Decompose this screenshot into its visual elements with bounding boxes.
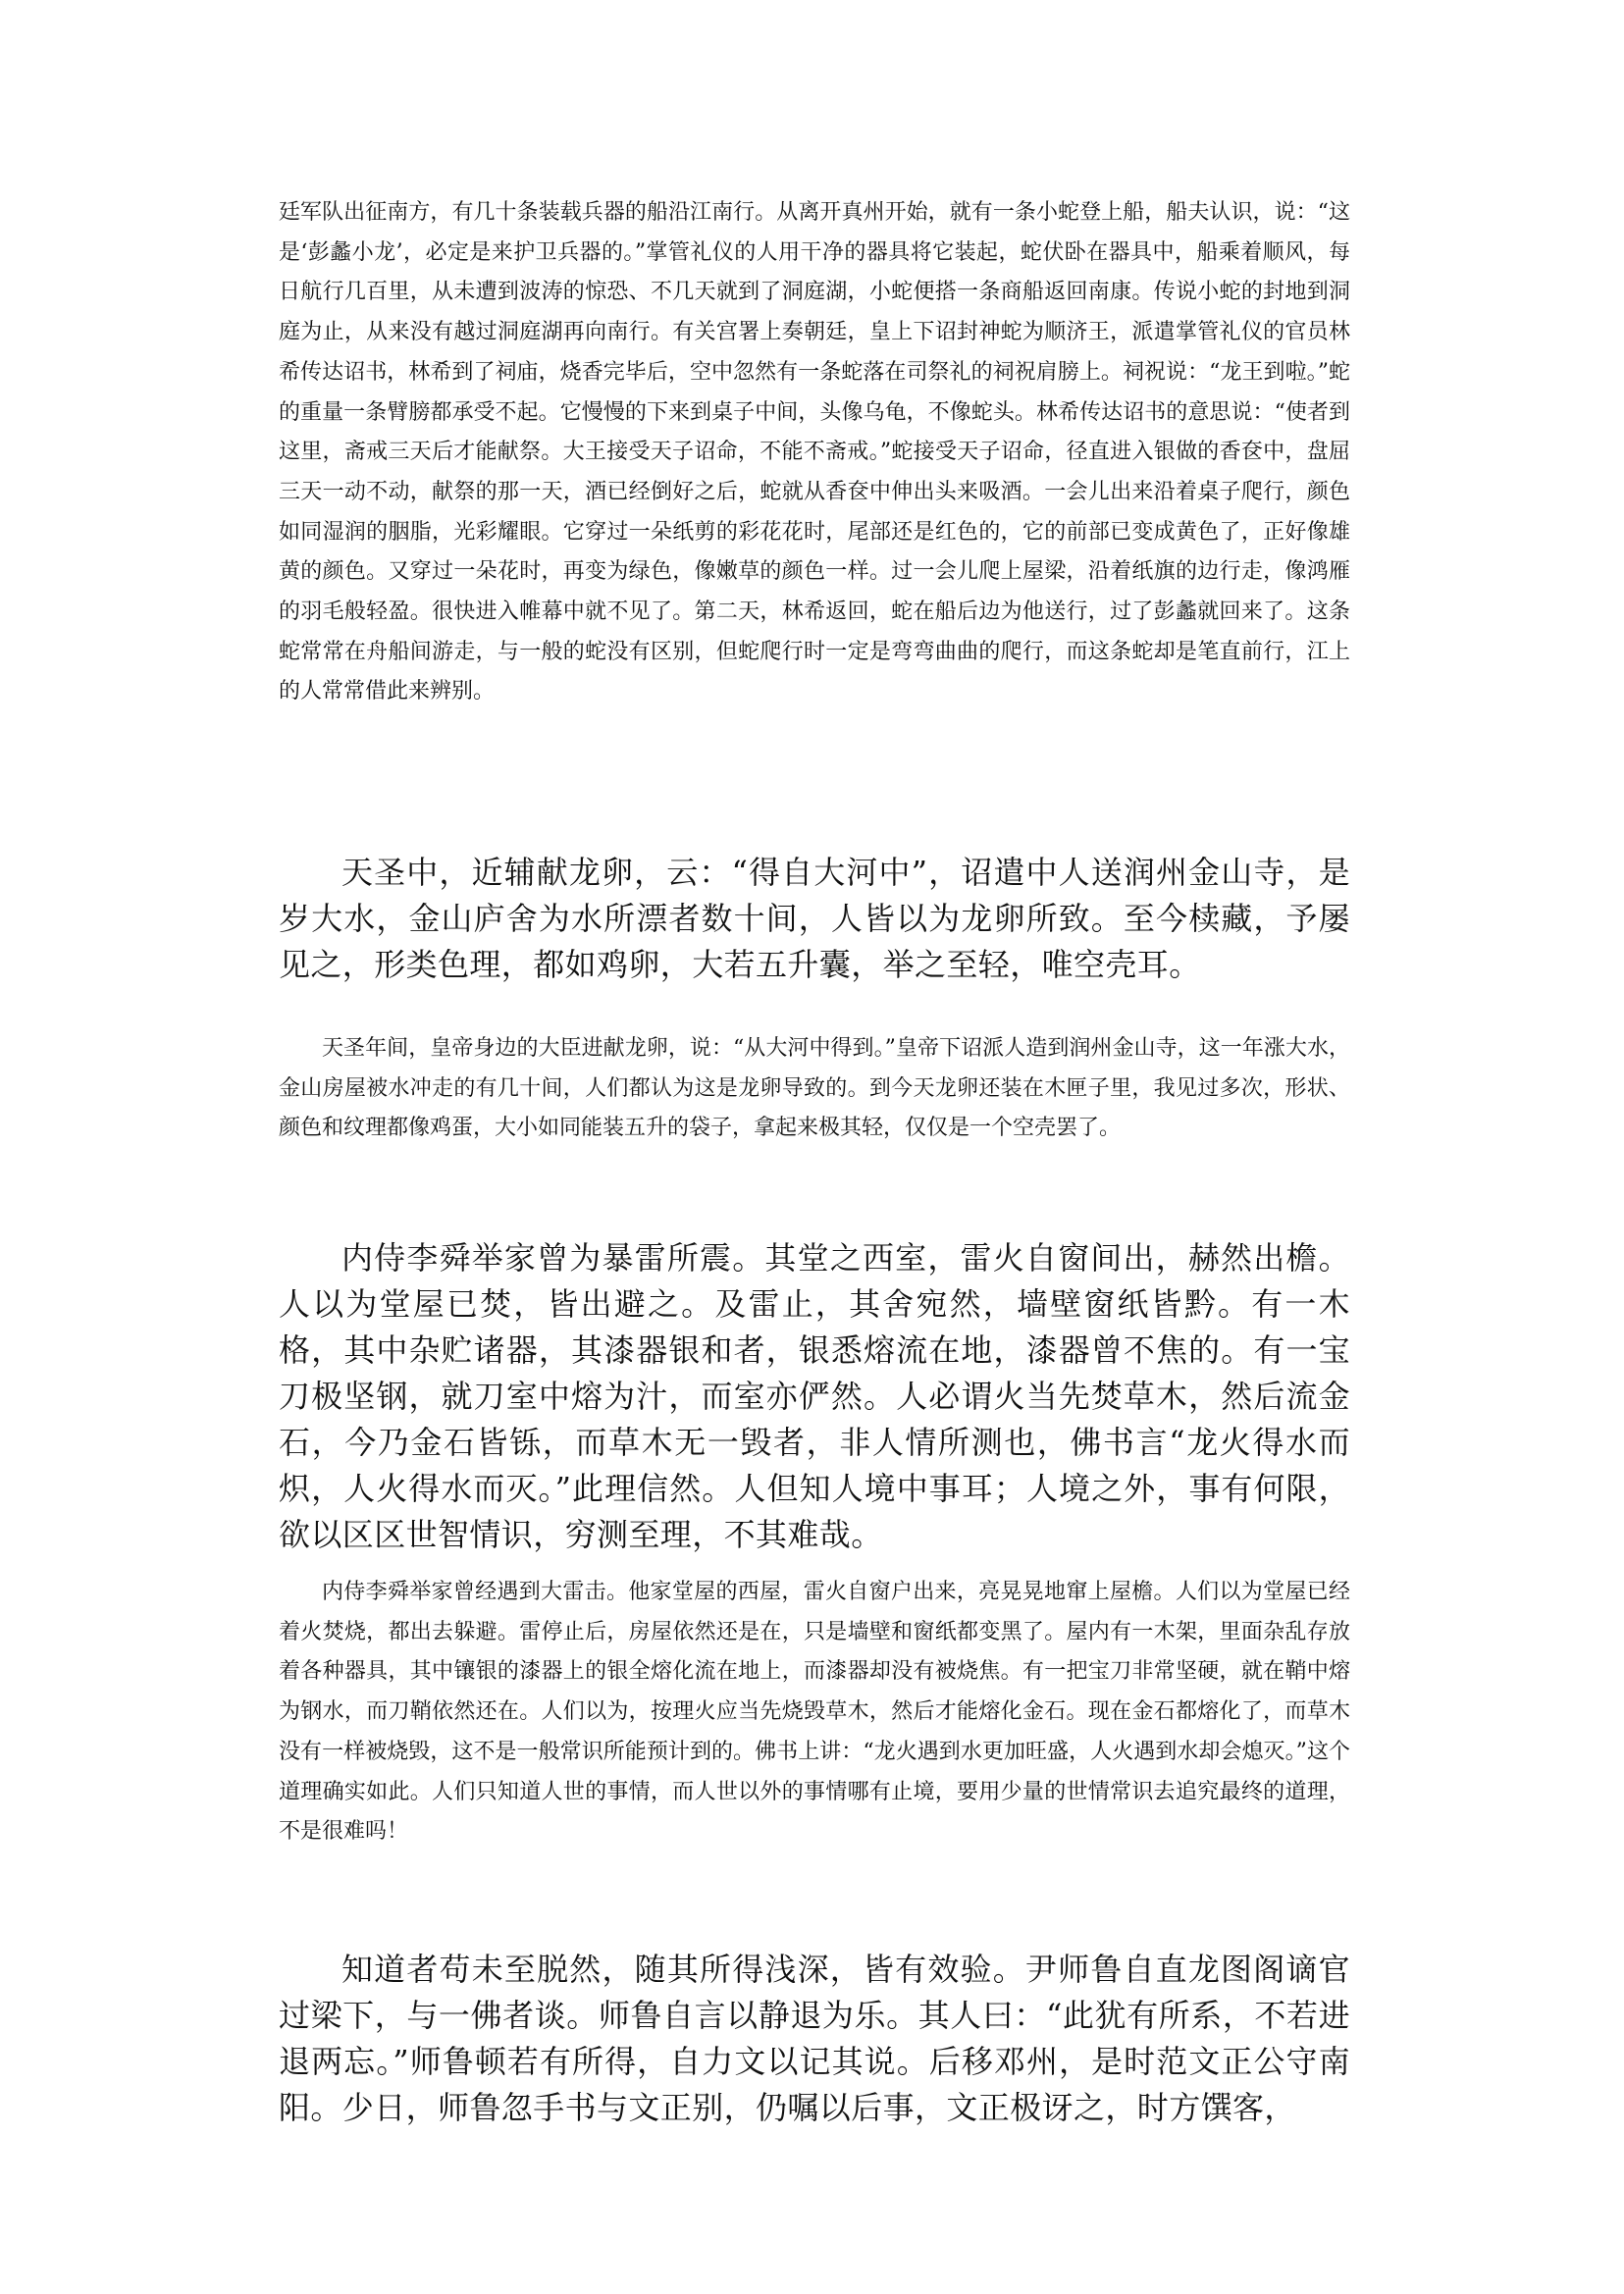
paragraph-text: 天圣年间，皇帝身边的大臣进献龙卵，说：“从大河中得到。”皇帝下诏派人造到润州金山寺，这一年涨大水，金山房屋被水冲走的有几十间，人们都认为这是龙卵导致的。到今天龙卵还装在木匣子里，我见过多次，形状、颜色和纹理都像鸡蛋，大小如同能装五升的袋子，拿起来极其轻，仅仅是一个空壳罢了。 [279,1036,1350,1141]
translation-paragraph-dragon-egg [279,1029,1350,1149]
paragraph-text: 知道者苟未至脱然，随其所得浅深，皆有效验。尹师鲁自直龙图阁谪官过梁下，与一佛者谈。师鲁自言以静退为乐。其人曰：“此犹有所系，不若进退两忘。”师鲁顿若有所得，自力文以记其说。后移邓州，是时范文正公守南阳。少日，师鲁忽手书与文正别，仍嘱以后事，文正极讶之，时方馔客， [279,1951,1350,2126]
paragraph-text: 内侍李舜举家曾为暴雷所震。其堂之西室，雷火自窗间出，赫然出檐。人以为堂屋已焚，皆出避之。及雷止，其舍宛然，墙壁窗纸皆黔。有一木格，其中杂贮诸器，其漆器银和者，银悉熔流在地，漆器曾不焦的。有一宝刀极坚钢，就刀室中熔为汁，而室亦俨然。人必谓火当先焚草木，然后流金石，今乃金石皆铄，而草木无一毁者，非人情所测也，佛书言“龙火得水而炽，人火得水而灭。”此理信然。人但知人境中事耳；人境之外，事有何限，欲以区区世智情识，穷测至理，不其难哉。 [279,1239,1350,1553]
paragraph-text: 廷军队出征南方，有几十条装载兵器的船沿江南行。从离开真州开始，就有一条小蛇登上船，船夫认识，说：“这是‘彭蠡小龙’，必定是来护卫兵器的。”掌管礼仪的人用干净的器具将它装起，蛇伏卧在器具中，船乘着顺风，每日航行几百里，从未遭到波涛的惊恐、不几天就到了洞庭湖，小蛇便搭一条商船返回南康。传说小蛇的封地到洞庭为止，从来没有越过洞庭湖再向南行。有关宫署上奏朝廷，皇上下诏封神蛇为顺济王，派遣掌管礼仪的官员林希传达诏书，林希到了祠庙，烧香完毕后，空中忽然有一条蛇落在司祭礼的祠祝肩膀上。祠祝说：“龙王到啦。”蛇的重量一条臂膀都承受不起。它慢慢的下来到桌子中间，头像乌龟，不像蛇头。林希传达诏书的意思说：“使者到这里，斋戒三天后才能献祭。大王接受天子诏命，不能不斋戒。”蛇接受天子诏命，径直进入银做的香奁中，盘屈三天一动不动，献祭的那一天，酒已经倒好之后，蛇就从香奁中伸出头来吸酒。一会儿出来沿着桌子爬行，颜色如同湿润的胭脂，光彩耀眼。它穿过一朵纸剪的彩花花时，尾部还是红色的，它的前部已变成黄色了，正好像雄黄的颜色。又穿过一朵花时，再变为绿色，像嫩草的颜色一样。过一会儿爬上屋梁，沿着纸旗的边行走，像鸿雁的羽毛般轻盈。很快进入帷幕中就不见了。第二天，林希返回，蛇在船后边为他送行，过了彭蠡就回来了。这条蛇常常在舟船间游走，与一般的蛇没有区别，但蛇爬行时一定是弯弯曲曲的爬行，而这条蛇却是笔直前行，江上的人常常借此来辨别。 [279,200,1350,704]
paragraph-text: 内侍李舜举家曾经遇到大雷击。他家堂屋的西屋，雷火自窗户出来，亮晃晃地窜上屋檐。人们以为堂屋已经着火焚烧，都出去躲避。雷停止后，房屋依然还是在，只是墙壁和窗纸都变黑了。屋内有一木架，里面杂乱存放着各种器具，其中镶银的漆器上的银全熔化流在地上，而漆器却没有被烧焦。有一把宝刀非常坚硬，就在鞘中熔为钢水，而刀鞘依然还在。人们以为，按理火应当先烧毁草木，然后才能熔化金石。现在金石都熔化了，而草木没有一样被烧毁，这不是一般常识所能预计到的。佛书上讲：“龙火遇到水更加旺盛，人火遇到水却会熄灭。”这个道理确实如此。人们只知道人世的事情，而人世以外的事情哪有止境，要用少量的世情常识去追究最终的道理，不是很难吗！ [279,1580,1350,1845]
translation-paragraph-snake [279,193,1350,712]
translation-paragraph-thunder-fire [279,1573,1350,1852]
original-paragraph-thunder-fire [279,1235,1350,1558]
paragraph-text: 天圣中，近辅献龙卵，云：“得自大河中”，诏遣中人送润州金山寺，是岁大水，金山庐舍为水所漂者数十间，人皆以为龙卵所致。至今椟藏，予屡见之，形类色理，都如鸡卵，大若五升囊，举之至轻，唯空壳耳。 [279,854,1350,983]
original-paragraph-yin-shilu [279,1947,1350,2131]
original-paragraph-dragon-egg [279,850,1350,988]
